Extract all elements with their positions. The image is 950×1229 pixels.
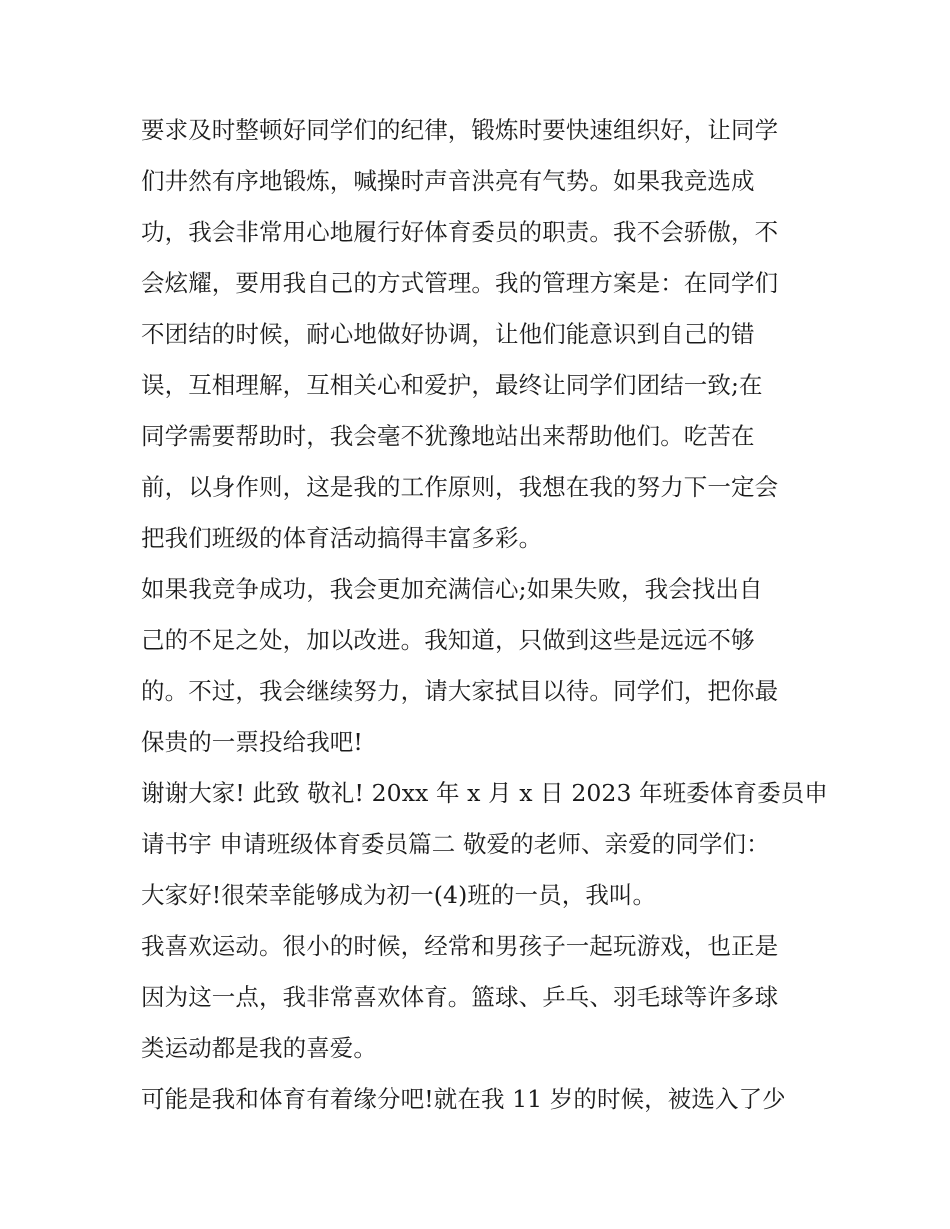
text-line: 会炫耀，要用我自己的方式管理。我的管理方案是：在同学们 bbox=[141, 269, 779, 297]
text-line: 误，互相理解，互相关心和爱护，最终让同学们团结一致;在 bbox=[141, 371, 763, 399]
text-line: 类运动都是我的喜爱。 bbox=[141, 1034, 377, 1062]
text-line: 大家好!很荣幸能够成为初一(4)班的一员，我叫。 bbox=[141, 881, 657, 909]
text-line: 把我们班级的体育活动搞得丰富多彩。 bbox=[141, 524, 543, 552]
document-body bbox=[141, 105, 828, 1125]
text-line: 保贵的一票投给我吧! bbox=[141, 728, 363, 756]
text-line: 们井然有序地锻炼，喊操时声音洪亮有气势。如果我竞选成 bbox=[141, 167, 755, 195]
text-line: 请书宇 申请班级体育委员篇二 敬爱的老师、亲爱的同学们： bbox=[141, 830, 770, 858]
text-line: 己的不足之处，加以改进。我知道，只做到这些是远远不够 bbox=[141, 626, 755, 654]
text-line: 谢谢大家! 此致 敬礼! 20xx 年 x 月 x 日 2023 年班委体育委员申 bbox=[141, 779, 828, 807]
text-line: 我喜欢运动。很小的时候，经常和男孩子一起玩游戏，也正是 bbox=[141, 932, 779, 960]
text-line: 的。不过，我会继续努力，请大家拭目以待。同学们，把你最 bbox=[141, 677, 779, 705]
text-line: 如果我竞争成功，我会更加充满信心;如果失败，我会找出自 bbox=[141, 575, 763, 603]
text-line: 功，我会非常用心地履行好体育委员的职责。我不会骄傲，不 bbox=[141, 218, 779, 246]
text-line: 前，以身作则，这是我的工作原则，我想在我的努力下一定会 bbox=[141, 473, 779, 501]
text-line: 可能是我和体育有着缘分吧!就在我 11 岁的时候，被选入了少 bbox=[141, 1085, 786, 1113]
text-line: 要求及时整顿好同学们的纪律，锻炼时要快速组织好，让同学 bbox=[141, 116, 779, 144]
text-line: 不团结的时候，耐心地做好协调，让他们能意识到自己的错 bbox=[141, 320, 755, 348]
text-line: 因为这一点，我非常喜欢体育。篮球、乒乓、羽毛球等许多球 bbox=[141, 983, 779, 1011]
text-line: 同学需要帮助时，我会毫不犹豫地站出来帮助他们。吃苦在 bbox=[141, 422, 755, 450]
